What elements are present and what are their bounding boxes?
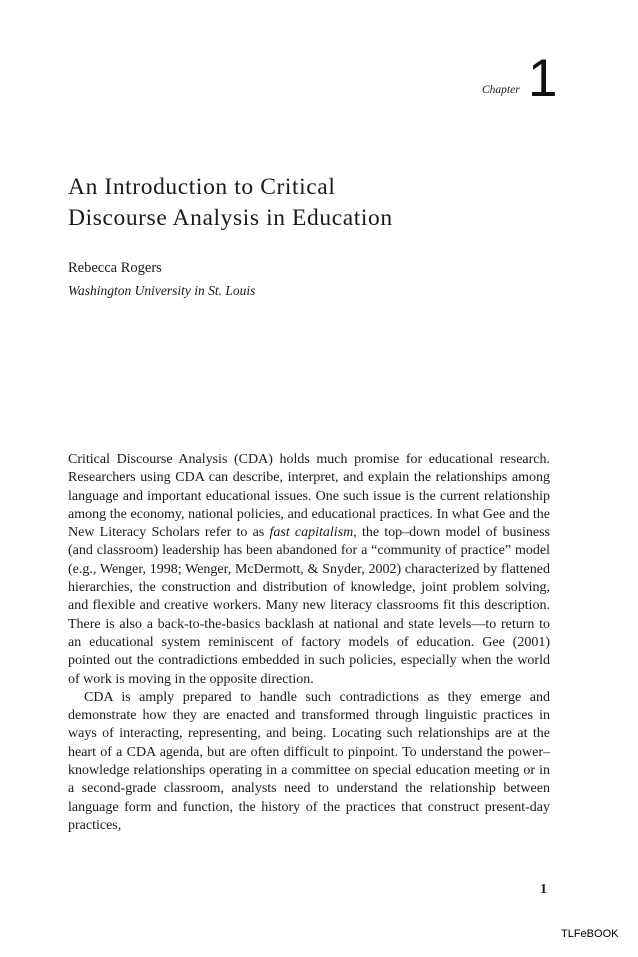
watermark: TLFeBOOK xyxy=(561,928,619,940)
chapter-label: Chapter xyxy=(482,84,520,96)
paragraph-1-start: Critical Discourse Analysis (CDA) holds much promise for educational research. Researchers using CDA can describe, interpret, and explain the relationships among language and important educational issues. One such issue is the current relationship among the economy, national policies, and educational practices. In what Gee and the New Literacy Scholars refer to as xyxy=(68,452,550,541)
paragraph-2: CDA is amply prepared to handle such contradictions as they emerge and demonstrate how they are enacted and transformed through linguistic practices in ways of interacting, representing, and being. Locating such relationships are at the heart of a CDA agenda, but are often difficult to pinpoint. To understand the power–knowledge relationships operating in a committee on special education meeting or in a second-grade classroom, analysts need to understand the relationship between language form and function, the history of the practices that construct present-day practices, xyxy=(68,689,550,833)
author-affiliation: Washington University in St. Louis xyxy=(68,283,256,298)
italic-term: fast capitalism xyxy=(269,525,354,541)
author-name: Rebecca Rogers xyxy=(68,260,162,276)
chapter-number: 1 xyxy=(528,49,558,108)
page-number: 1 xyxy=(540,882,547,897)
chapter-title xyxy=(68,172,393,234)
paragraph-1-end: , the top–down model of business (and classroom) leadership has been abandoned for a “community of practice” model (e.g., Wenger, 1998; Wenger, McDermott, & Snyder, 2002) characterized by flattened hierarchies, the construction and distribution of knowledge, joint problem solving, and flexible and creative workers. Many new literacy classrooms fit this description. There is also a back-to-the-basics backlash at national and state levels—to return to an educational system reminiscent of factory models of education. Gee (2001) pointed out the contradictions embedded in such policies, especially when the world of work is moving in the opposite direction. xyxy=(68,525,550,687)
paragraph-1 xyxy=(68,451,550,689)
chapter-title-line-2: Discourse Analysis in Education xyxy=(68,205,393,231)
chapter-title-line-1: An Introduction to Critical xyxy=(68,174,336,200)
body-text xyxy=(68,451,550,835)
